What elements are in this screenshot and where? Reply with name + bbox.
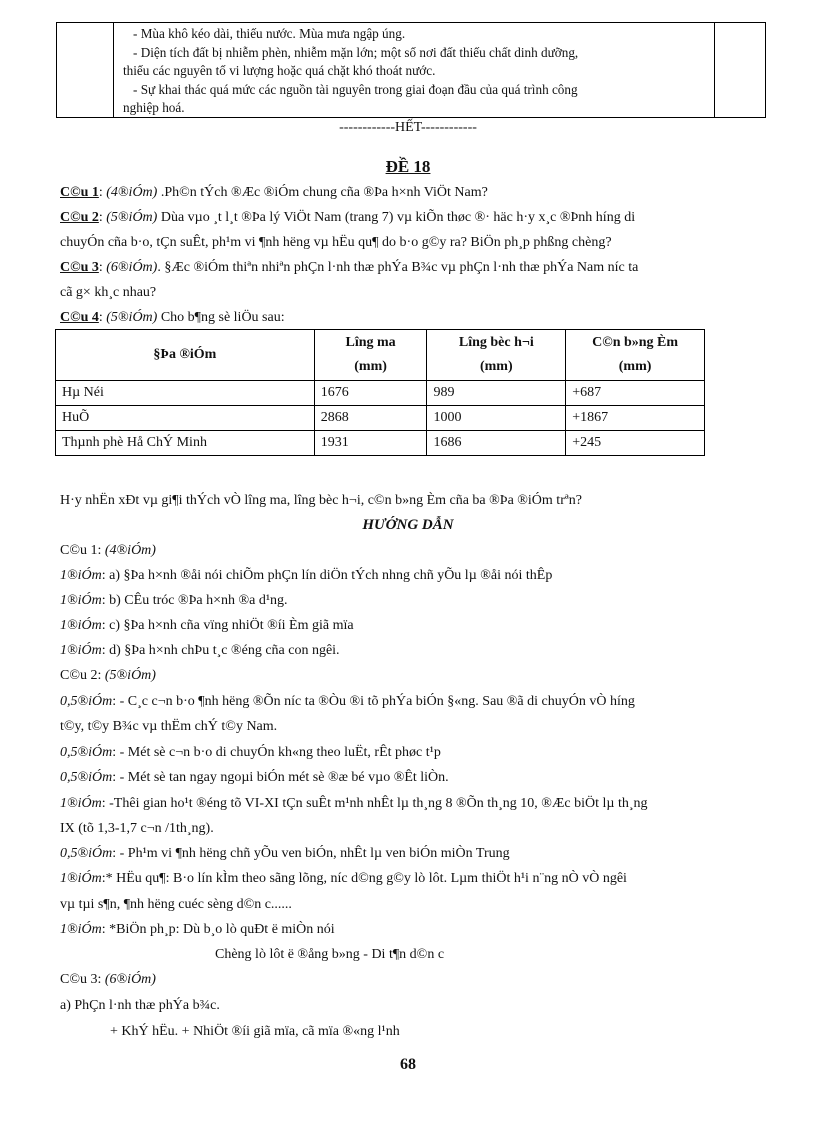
question-points: (5®iÓm): [106, 310, 158, 325]
answer-item: vµ tµi s¶n, ¶nh hëng cuéc sèng d©n c......: [60, 897, 292, 912]
answer-label: C©u 3: [60, 972, 98, 987]
question-text: Cho b¶ng sè liÖu sau:: [157, 310, 285, 325]
question-points: (5®iÓm): [106, 210, 158, 225]
question-4-prompt: H·y nhËn xÐt vµ gi¶i thÝch vÒ lîng ma, lîng bèc h¬i, c©n b»ng Èm cña ba ®Þa ®iÓm trªn?: [60, 493, 582, 508]
answer-item: + KhÝ hËu. + NhiÖt ®íi giã mïa, cã mïa ®«ng l¹nh: [110, 1024, 400, 1039]
table-header-row: [56, 330, 705, 381]
answer-1-heading: C©u 1: (4®iÓm): [60, 543, 156, 558]
table-header: Lîng ma (mm): [314, 330, 427, 381]
table-header: C©n b»ng Èm (mm): [566, 330, 705, 381]
table-cell: HuÕ: [56, 406, 315, 431]
question-2: C©u 2: (5®iÓm) Dùa vµo ¸t l¸t ®Þa lý ViÖt Nam (trang 7) vµ kiÕn thøc ®· häc h·y x¸c ®Þnh híng di: [60, 210, 636, 225]
answer-item: 0,5®iÓm: - C¸c c¬n b·o ¶nh hëng ®Õn níc ta ®Òu ®i tõ phÝa biÓn §«ng. Sau ®ã di chuyÓn vÒ híng: [60, 694, 635, 709]
exam-title: ĐỀ 18: [385, 157, 431, 176]
table-cell: +1867: [566, 406, 705, 431]
answer-item: 1®iÓm: -Thêi gian ho¹t ®éng tõ VI-XI tÇn suÊt m¹nh nhÊt lµ th¸ng 8 ®Õn th¸ng 10, ®Æc biÖt lµ th¸ng: [60, 796, 648, 811]
question-points: (6®iÓm): [106, 260, 158, 275]
table-cell: 989: [427, 381, 566, 406]
guide-title: HƯỚNG DẪN: [362, 517, 454, 533]
page-number: 68: [400, 1056, 416, 1073]
answer-points: (5®iÓm): [104, 668, 156, 683]
answer-item: t©y, t©y B¾c vµ thËm chÝ t©y Nam.: [60, 719, 278, 734]
answer-item: 1®iÓm: *BiÖn ph¸p: Dù b¸o lò quÐt ë miÒn nói: [60, 922, 335, 937]
question-text: . §Æc ®iÓm thiªn nhiªn phÇn l·nh thæ phÝa B¾c vµ phÇn l·nh thæ phÝa Nam níc ta: [157, 260, 639, 275]
continuation-text: [123, 25, 713, 118]
answer-2-heading: C©u 2: (5®iÓm): [60, 668, 156, 683]
table-row: [56, 381, 705, 406]
table-header: Lîng bèc h¬i (mm): [427, 330, 566, 381]
answer-item: Chèng lò lôt ë ®ång b»ng - Di t¶n d©n c: [215, 947, 445, 962]
table-cell: +687: [566, 381, 705, 406]
question-text-cont: chuyÓn cña b·o, tÇn suÊt, ph¹m vi ¶nh hëng vµ hËu qu¶ do b·o g©y ra? BiÖn ph¸p phßng chèng?: [60, 235, 612, 250]
table-cell: Hµ Néi: [56, 381, 315, 406]
answer-item: 0,5®iÓm: - Mét sè tan ngay ngoµi biÓn mét sè ®æ bé vµo ®Êt liÒn.: [60, 770, 449, 785]
table-cell: 1686: [427, 431, 566, 456]
answer-item: 0,5®iÓm: - Ph¹m vi ¶nh hëng chñ yÕu ven biÓn, nhÊt lµ ven biÓn miÒn Trung: [60, 846, 510, 861]
answer-label: C©u 2: [60, 668, 98, 683]
question-points: (4®iÓm): [106, 185, 158, 200]
table-cell-right: [714, 23, 765, 117]
answer-label: C©u 1: [60, 543, 98, 558]
table-cell: 1931: [314, 431, 427, 456]
table-cell: 1676: [314, 381, 427, 406]
answer-item: 1®iÓm: d) §Þa h×nh chÞu t¸c ®éng cña con ngêi.: [60, 643, 340, 658]
table-cell: Thµnh phè Hå ChÝ Minh: [56, 431, 315, 456]
table-cell: 1000: [427, 406, 566, 431]
question-text: Dùa vµo ¸t l¸t ®Þa lý ViÖt Nam (trang 7) vµ kiÕn thøc ®· häc h·y x¸c ®Þnh híng di: [157, 210, 636, 225]
end-marker: ------------HẾT------------: [339, 120, 477, 135]
data-table: [55, 329, 705, 456]
question-3: C©u 3: (6®iÓm). §Æc ®iÓm thiªn nhiªn phÇn l·nh thæ phÝa B¾c vµ phÇn l·nh thæ phÝa Nam níc ta: [60, 260, 639, 275]
question-label: C©u 2: [60, 210, 99, 225]
table-cell: +245: [566, 431, 705, 456]
question-label: C©u 1: [60, 185, 99, 200]
table-cell-left: [57, 23, 114, 117]
table-cell: 2868: [314, 406, 427, 431]
table-row: [56, 431, 705, 456]
text-line: thiếu các nguyên tố vi lượng hoặc quá chặt khó thoát nước.: [123, 63, 436, 78]
text-line: nghiệp hoá.: [123, 100, 185, 115]
continuation-table: [56, 22, 766, 118]
question-text: .Ph©n tÝch ®Æc ®iÓm chung cña ®Þa h×nh ViÖt Nam?: [157, 185, 488, 200]
answer-item: 1®iÓm:* HËu qu¶: B·o lín kÌm theo sãng lõng, níc d©ng g©y lò lôt. Lµm thiÖt h¹i n¨ng nÒ vÒ ngêi: [60, 871, 627, 886]
question-label: C©u 3: [60, 260, 99, 275]
answer-item: 1®iÓm: a) §Þa h×nh ®åi nói chiÕm phÇn lín diÖn tÝch nhng chñ yÕu lµ ®åi nói thÊp: [60, 568, 553, 583]
answer-item: 1®iÓm: b) CÊu tróc ®Þa h×nh ®a d¹ng.: [60, 593, 288, 608]
text-line: - Mùa khô kéo dài, thiếu nước. Mùa mưa ngập úng.: [133, 26, 406, 41]
answer-item: 0,5®iÓm: - Mét sè c¬n b·o di chuyÓn kh«ng theo luËt, rÊt phøc t¹p: [60, 745, 441, 760]
answer-3-heading: C©u 3: (6®iÓm): [60, 972, 156, 987]
question-1: C©u 1: (4®iÓm) .Ph©n tÝch ®Æc ®iÓm chung cña ®Þa h×nh ViÖt Nam?: [60, 185, 488, 200]
answer-item: IX (tõ 1,3-1,7 c¬n /1th¸ng).: [60, 821, 214, 836]
text-line: - Diện tích đất bị nhiễm phèn, nhiễm mặn lớn; một số nơi đất thiếu chất dinh dưỡng,: [133, 44, 579, 60]
question-label: C©u 4: [60, 310, 99, 325]
answer-points: (4®iÓm): [104, 543, 156, 558]
question-text-cont: cã g× kh¸c nhau?: [60, 285, 157, 300]
table-row: [56, 406, 705, 431]
answer-item: 1®iÓm: c) §Þa h×nh cña vïng nhiÖt ®íi Èm giã mïa: [60, 618, 354, 633]
answer-points: (6®iÓm): [104, 972, 156, 987]
text-line: - Sự khai thác quá mức các nguồn tài nguyên trong giai đoạn đầu của quá trình công: [133, 81, 578, 97]
answer-item: a) PhÇn l·nh thæ phÝa b¾c.: [60, 998, 220, 1013]
question-4: C©u 4: (5®iÓm) Cho b¶ng sè liÖu sau:: [60, 310, 285, 325]
table-header: §Þa ®iÓm: [56, 330, 315, 381]
